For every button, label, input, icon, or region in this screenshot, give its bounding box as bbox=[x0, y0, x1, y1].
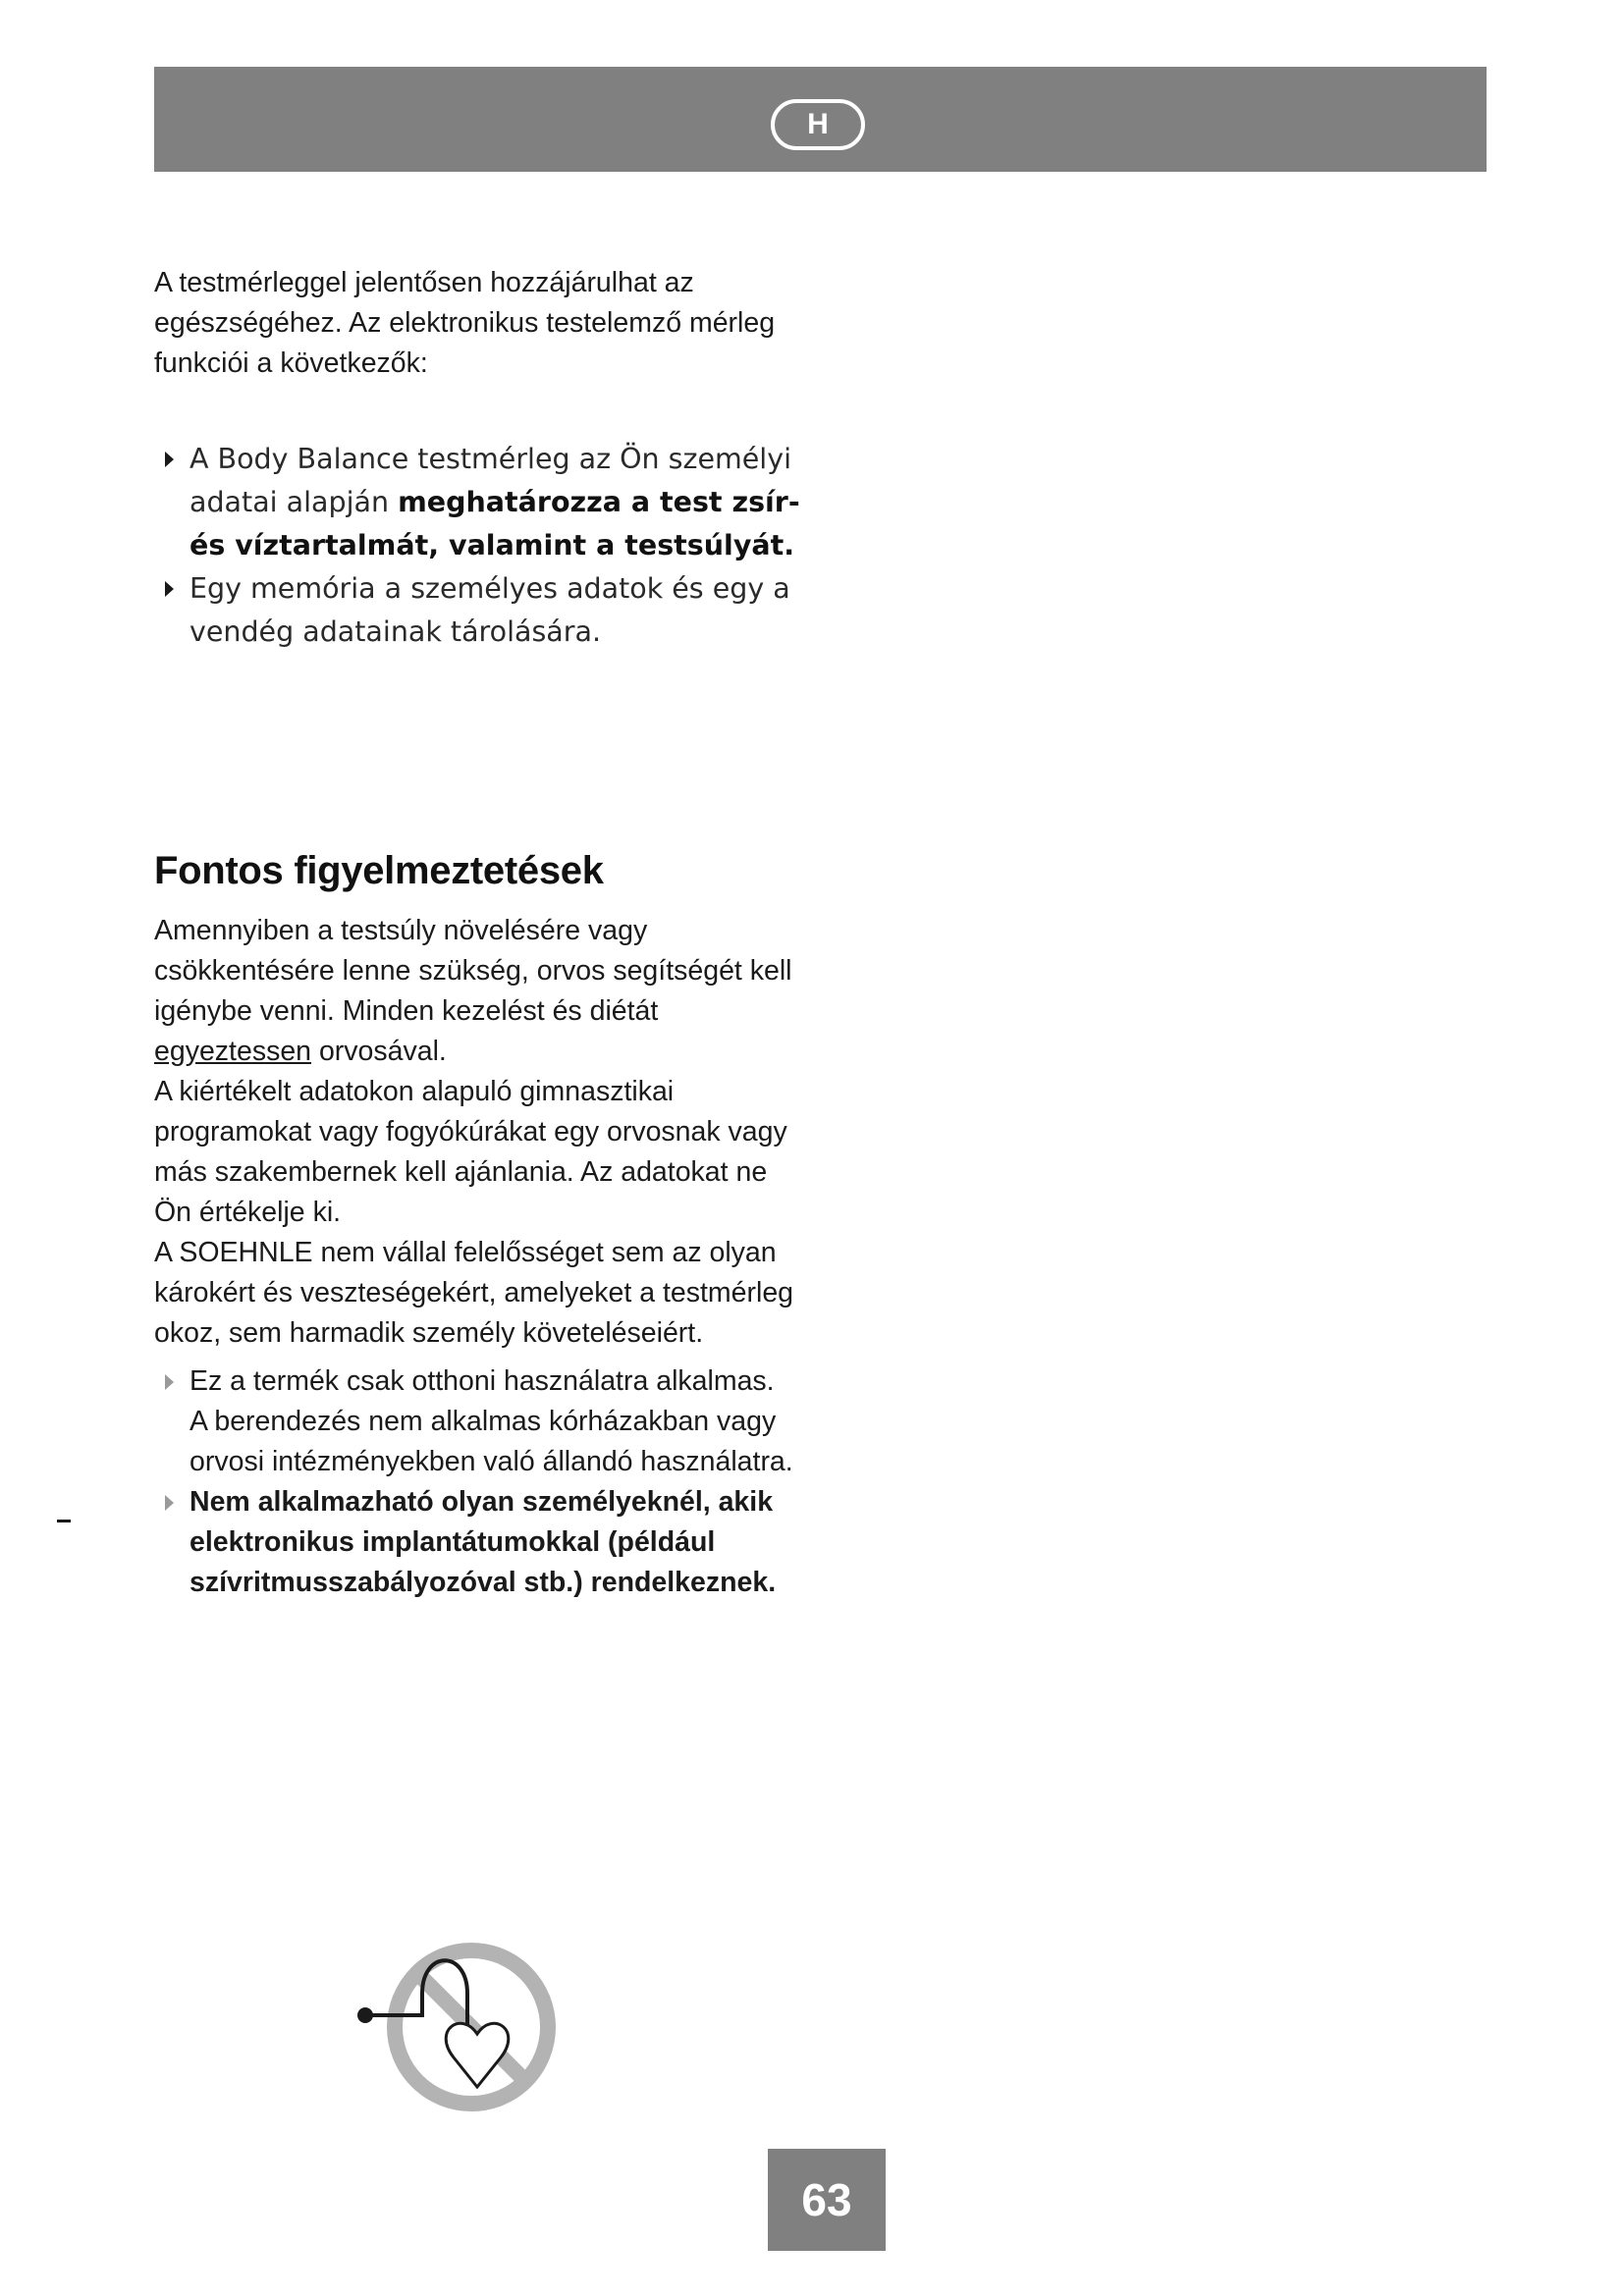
warning-list bbox=[154, 1362, 802, 1603]
bullet-arrow-icon bbox=[165, 452, 174, 467]
no-pacemaker-icon bbox=[352, 1940, 568, 2116]
warnings-paragraph: Amennyiben a testsúly növelésére vagy csökkentésére lenne szükség, orvos segítségét kell igénybe venni. Minden kezelést és diétát egyeztessen orvosával. A kiértékelt adatokon alapuló gimnasztikai programokat vagy fogyókúrákat egy orvosnak vagy más szakembernek kell ajánlania. Az adatokat ne Ön értékelje ki. A SOEHNLE nem vállal felelősséget sem az olyan károkért és veszteségekért, amelyeket a testmérleg okoz, sem harmadik személy követeléseiért. bbox=[154, 915, 794, 1349]
feature-item: Egy memória a személyes adatok és egy a vendég adatainak tárolására. bbox=[154, 567, 802, 654]
page-number: 63 bbox=[768, 2149, 886, 2251]
bullet-arrow-icon bbox=[165, 581, 174, 597]
margin-mark bbox=[57, 1520, 71, 1522]
feature-list bbox=[154, 438, 802, 654]
intro-paragraph: A testmérleggel jelentősen hozzájárulhat az egészségéhez. Az elektronikus testelemző mérleg funkciói a következők: bbox=[154, 267, 776, 379]
feature-item: A Body Balance testmérleg az Ön személyi adatai alapján meghatározza a test zsír- és víztartalmát, valamint a testsúlyát. bbox=[154, 438, 802, 567]
language-badge: H bbox=[771, 99, 865, 150]
bullet-arrow-icon bbox=[165, 1374, 174, 1390]
bullet-arrow-icon bbox=[165, 1495, 174, 1511]
warning-item: Nem alkalmazható olyan személyeknél, akik elektronikus implantátumokkal (például szívritmusszabályozóval stb.) rendelkeznek. bbox=[154, 1482, 802, 1603]
warning-item: Ez a termék csak otthoni használatra alkalmas. A berendezés nem alkalmas kórházakban vagy orvosi intézményekben való állandó használatra. bbox=[154, 1362, 802, 1482]
section-heading: Fontos figyelmeztetések bbox=[154, 849, 604, 892]
